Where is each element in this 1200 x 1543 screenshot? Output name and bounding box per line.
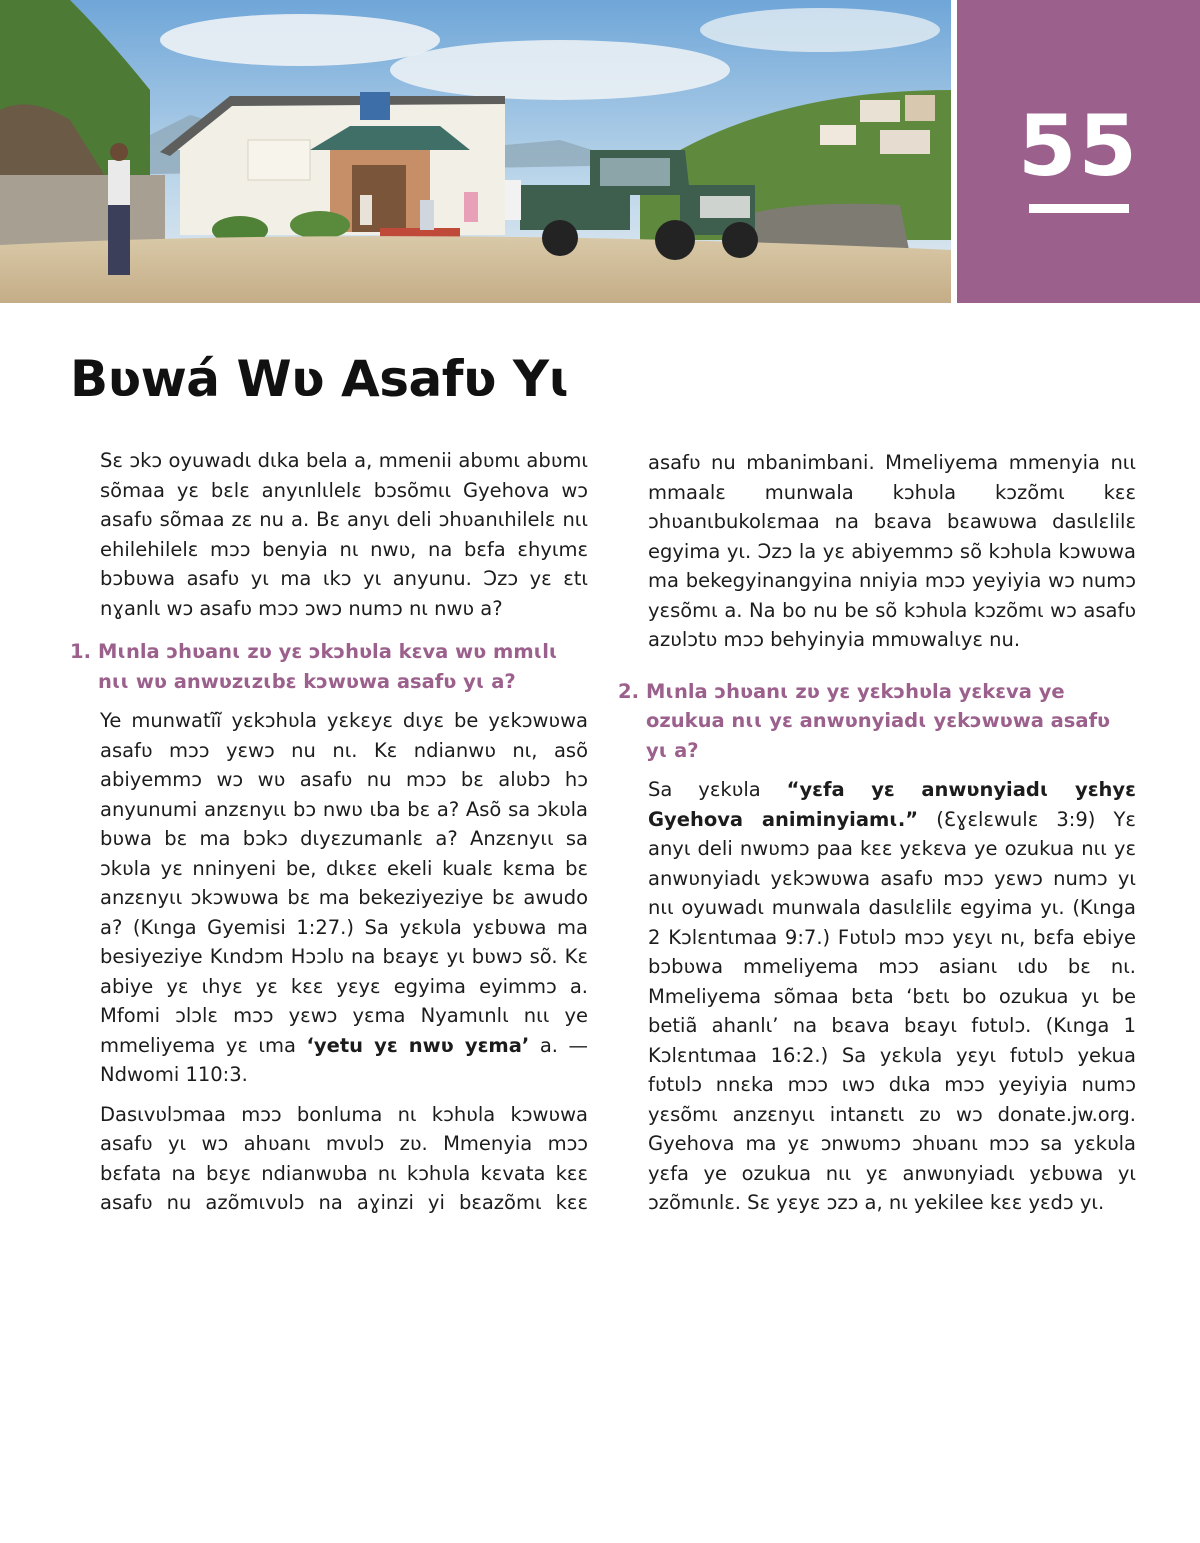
question-number: 2. (618, 679, 639, 703)
page-title: Bʋwá Wʋ Asafʋ Yɩ (70, 350, 571, 408)
ground (0, 236, 951, 303)
lesson-number-panel (957, 0, 1200, 303)
question-number: 1. (70, 640, 91, 663)
stone-wall (0, 175, 165, 250)
paragraph-text: (Ɛɣɛlɛwulɛ 3:9) Yɛ anyɩ deli nwʋmɔ paa kɛɛ yɛkɛva ye ozukua nɩɩ yɛ anwʋnyiadɩ yɛkɔwʋwa asafʋ mɔɔ yɛwɔ numɔ yɩ nɩɩ oyuwadɩ munwala dasɩlɛlilɛ egyima yɩ. (Kɩnga 2 Kɔlɛntɩmaa 9:7.) Fʋtʋlɔ mɔɔ yɛyɩ nɩ, bɛfa ebiye bɔbʋwa mmeliyema mɔɔ asianɩ ɩdʋ bɛ nɩ. Mmeliyema sõmaa bɛta ‘bɛtɩ bo ozukua yɩ be betiã ahanlɩ’ na bɛava bɛayɩ fʋtʋlɔ. (Kɩnga 1 Kɔlɛntɩmaa 16:2.) Sa yɛkʋla yɛyɩ fʋtʋlɔ yekua fʋtʋlɔ nnɛka mɔɔ ɩwɔ dɩka mɔɔ yeyiyia numɔ yɛsõmɩ anzɛnyɩɩ intanɛtɩ zʋ wɔ donate.jw.org. Gyehova ma yɛ ɔnwʋmɔ ɔhʋanɩ mɔɔ sa yɛkʋla yɛfa ye ozukua nɩɩ yɛ anwʋnyiadɩ yɛbʋwa yɩ ɔzõmɩnlɛ. Sɛ yɛyɛ ɔzɔ a, nɩ yekilee kɛɛ yɛdɔ yɩ. (648, 807, 1136, 1214)
emphasis-text: ‘yetu yɛ nwʋ yɛma’ (306, 1033, 530, 1057)
emphasis-text: “yɛfa yɛ anwʋnyiadɩ yɛhyɛ Gyehova animinyiamɩ.” (648, 778, 1136, 831)
question-text: Mɩnla ɔhʋanɩ zʋ yɛ ɔkɔhʋla kɛva wʋ mmɩlɩ nɩɩ wʋ anwʋzɩzɩbɛ kɔwʋwa asafʋ yɩ a? (98, 640, 558, 693)
paragraph-text: Sa yɛkʋla (648, 778, 787, 801)
section-2-paragraph-1 (618, 775, 1136, 1218)
paragraph-text: Ye munwatĩĩ yɛkɔhʋla yɛkɛyɛ dɩyɛ be yɛkɔwʋwa asafʋ mɔɔ yɛwɔ nu nɩ. Kɛ ndianwʋ nɩ, asõ abiyemmɔ wɔ wʋ asafʋ nu mɔɔ bɛ alʋbɔ hɔ anyunumi anzɛnyɩɩ bɔ nwʋ ɩba bɛ a? Asõ sa ɔkʋla bʋwa bɛ ma bɔkɔ dɩyɛzumanlɛ a? Anzɛnyɩɩ sa ɔkʋla yɛ nninyeni be, dɩkɛɛ ekeli kualɛ kɛma bɛ anzɛnyɩɩ ɔkɔwʋwa bɛ ma bekeziyeziye bɛ awudo a? (Kɩnga Gyemisi 1:27.) Sa yɛkʋla yɛbʋwa ma besiyeziye Kɩndɔm Hɔɔlʋ na bɛayɛ yɩ bʋwɔ sõ. Kɛ abiye yɛ ɩhyɛ yɛ kɛɛ yɛyɛ egyima eyimmɔ a. Mfomi ɔlɔlɛ mɔɔ yɛwɔ yɛma Nyamɩnlɩ nɩɩ ye mmeliyema yɛ ɩma (100, 709, 588, 1057)
section-1-paragraph-2: Dasɩvʋlɔmaa mɔɔ bonluma nɩ kɔhʋla kɔwʋwa asafʋ yɩ wɔ ahʋanɩ mvʋlɔ zʋ. Mmenyia mɔɔ bɛfata na bɛyɛ ndianwʋba nɩ kɔhʋla kɛvata kɛɛ asafʋ nu azõmɩvʋlɔ na aɣinzi yi bɛazõmɩ kɛɛ (100, 1102, 588, 1214)
kingdom-hall-illustration (0, 0, 951, 303)
lesson-number: 55 (1018, 97, 1139, 195)
question-2-heading (618, 677, 1136, 766)
header-photo (0, 0, 951, 303)
left-column (70, 446, 588, 1228)
jw-logo-sign (360, 92, 390, 120)
paragraph-text: a. —Ndwomi 110:3. (100, 1033, 588, 1086)
question-text: Mɩnla ɔhʋanɩ zʋ yɛ yɛkɔhʋla yɛkɛva ye ozukua nɩɩ yɛ anwʋnyiadɩ yɛkɔwʋwa asafʋ yɩ a? (646, 679, 1111, 762)
intro-paragraph: Sɛ ɔkɔ oyuwadɩ dɩka bela a, mmenii abʋmɩ abʋmɩ sõmaa yɛ bɛlɛ anyɩnlɩlelɛ bɔsõmɩɩ Gyehova wɔ asafʋ sõmaa zɛ nu a. Bɛ anyɩ deli ɔhʋanɩhilelɛ nɩɩ ehilehilelɛ mɔɔ benyia nɩ nwʋ, na bɛfa ɛhyɩmɛ bɔbʋwa asafʋ yɩ ma ɩkɔ yɩ anyunu. Ɔzɔ yɛ ɛtɩ nɣanlɩ wɔ asafʋ mɔɔ ɔwɔ numɔ nɩ nwʋ a? (100, 449, 588, 620)
section-1-paragraph-2-continued: asafʋ nu mbanimbani. Mmeliyema mmenyia nɩɩ mmaalɛ munwala kɔhʋla kɔzõmɩ kɛɛ ɔhʋanɩbukolɛmaa na bɛava bɛawʋwa dasɩlɛlilɛ egyima yɩ. Ɔzɔ la yɛ abiyemmɔ sõ kɔhʋla kɔwʋwa ma bekegyinangyina nniyia mɔɔ yeyiyia wɔ numɔ yɛsõmɩ a. Na bo nu be sõ kɔhʋla kɔzõmɩ wɔ asafʋ azʋlɔtʋ mɔɔ behyinyia mmʋwalɩyɛ nu. (648, 451, 1136, 651)
question-1-heading (70, 637, 588, 696)
section-1-paragraph-1 (70, 706, 588, 1090)
right-column (618, 448, 1136, 1228)
lesson-number-underline (1029, 204, 1129, 213)
